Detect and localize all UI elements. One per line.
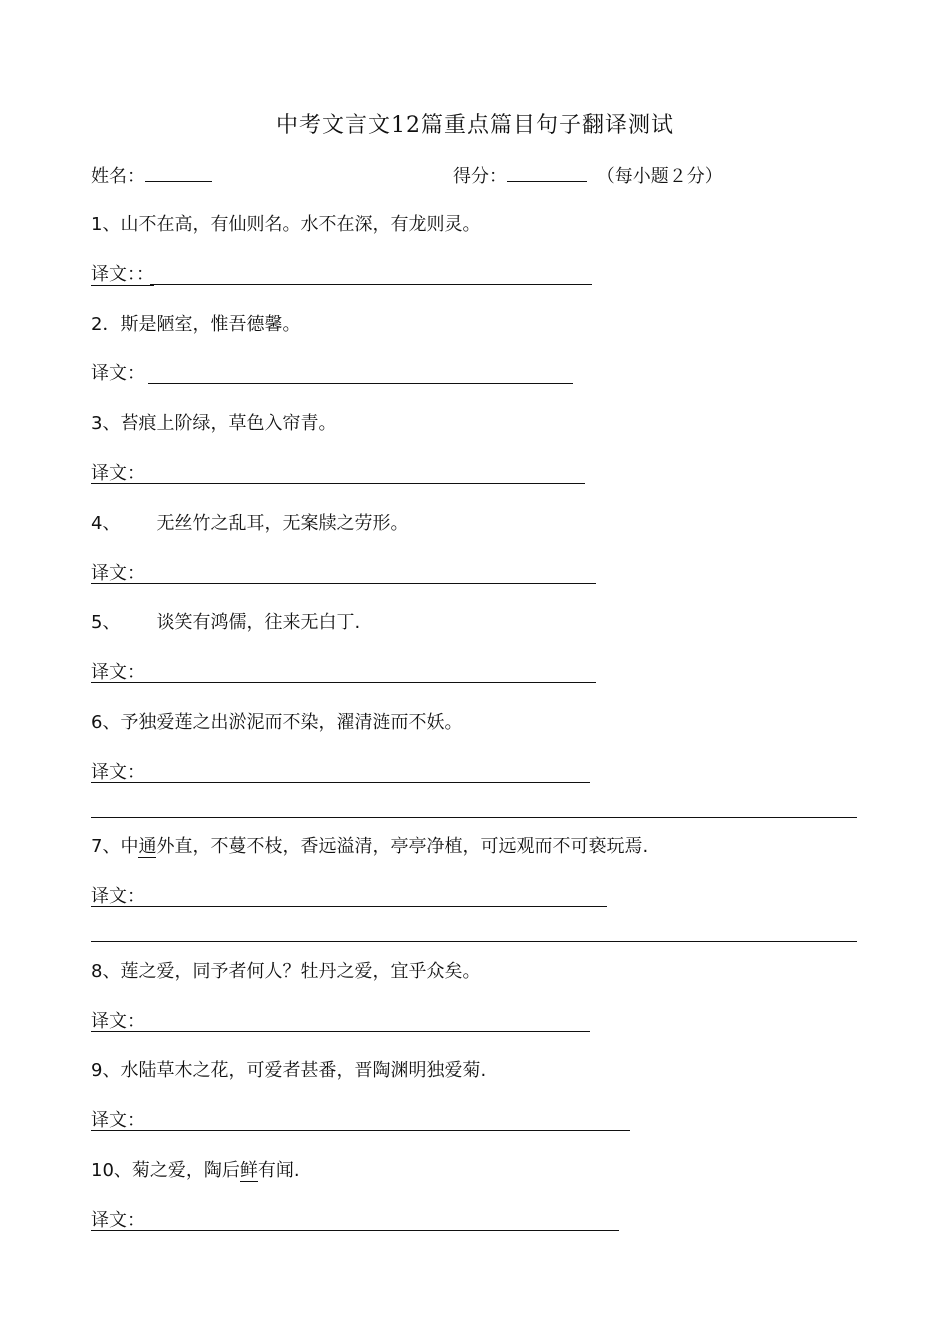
score-blank[interactable] [507,163,587,182]
question-8 [91,960,480,984]
question-number: 5、 [91,612,121,633]
question-text: 予独爱莲之出淤泥而不染，濯清涟而不妖。 [120,712,463,733]
question-text: 苔痕上阶绿，草色入帘青。 [120,413,337,434]
answer-line-6b[interactable] [91,817,857,818]
question-number: 6、 [91,712,121,733]
answer-2 [91,362,145,386]
question-text-part: 有闻. [257,1160,300,1181]
question-9 [91,1059,486,1083]
name-label: 姓名： [91,166,145,187]
answer-label: 译文：： [91,264,154,285]
answer-label: 译文： [91,1210,145,1231]
answer-line-4[interactable] [91,583,596,584]
question-number: 2． [91,314,121,335]
answer-label: 译文： [91,1011,145,1032]
question-text-part: 菊之爱，陶后 [131,1160,240,1181]
answer-label: 译文： [91,563,145,584]
score-note: （每小题２分） [596,166,723,187]
answer-line-9[interactable] [91,1130,630,1131]
question-10 [91,1159,300,1183]
question-4 [91,512,408,536]
question-text-part: 外直，不蔓不枝，香远溢清，亭亭净植，可远观而不可亵玩焉. [156,836,649,857]
question-text: 莲之爱，同予者何人？牡丹之爱，宜乎众矣。 [120,961,481,982]
question-number: 4、 [91,513,121,534]
question-text-part: 中 [120,836,139,857]
score-label: 得分： [453,166,507,187]
question-7 [91,835,648,859]
answer-line-8[interactable] [91,1031,590,1032]
answer-line-7b[interactable] [91,941,857,942]
question-text: 山不在高，有仙则名。水不在深，有龙则灵。 [120,214,481,235]
answer-line-7[interactable] [91,906,607,907]
answer-label: 译文： [91,463,145,484]
answer-label: 译文： [91,662,145,683]
answer-1 [91,263,154,287]
question-number: 3、 [91,413,121,434]
answer-label: 译文： [91,762,145,783]
answer-line-3[interactable] [91,483,585,484]
answer-line-2[interactable] [148,383,573,384]
question-1 [91,213,480,237]
question-6 [91,711,462,735]
question-text-underlined: 鲜 [239,1160,258,1181]
question-text: 无丝竹之乱耳，无案牍之劳形。 [156,513,409,534]
answer-label: 译文： [91,886,145,907]
question-text: 水陆草木之花，可爱者甚番，晋陶渊明独爱菊. [120,1060,487,1081]
name-blank[interactable] [145,163,212,182]
page-title: 中考文言文12篇重点篇目句子翻译测试 [276,113,674,138]
question-text: 谈笑有鸿儒，往来无白丁. [156,612,361,633]
question-2 [91,313,300,337]
answer-label: 译文： [91,363,145,384]
question-3 [91,412,336,436]
question-text-underlined: 通 [138,836,157,857]
question-number: 1、 [91,214,121,235]
question-number: 8、 [91,961,121,982]
answer-line-1[interactable] [150,284,592,285]
name-row [91,163,212,189]
score-row [453,163,723,189]
answer-label: 译文： [91,1110,145,1131]
question-number: 7、 [91,836,121,857]
answer-line-6[interactable] [91,782,590,783]
answer-line-10[interactable] [91,1230,619,1231]
answer-line-5[interactable] [91,682,596,683]
question-5 [91,611,360,635]
question-number: 10、 [91,1160,132,1181]
question-text: 斯是陋室，惟吾德馨。 [120,314,301,335]
question-number: 9、 [91,1060,121,1081]
